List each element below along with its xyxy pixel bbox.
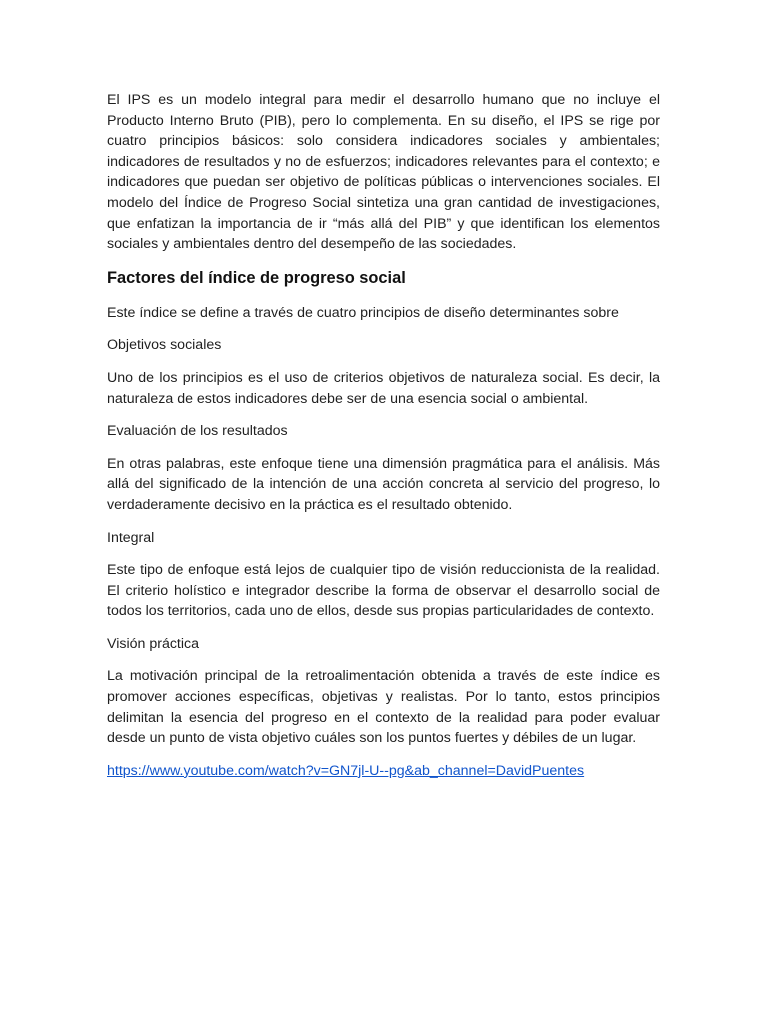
- principle-text-vision-practica: La motivación principal de la retroalimentación obtenida a través de este índice es promover acciones específicas, objetivas y realistas. Por lo tanto, estos principios delimitan la esencia del progreso en el contexto de la realidad para poder evaluar desde un punto de vista objetivo cuáles son los puntos fuertes y débiles de un lugar.: [107, 668, 660, 747]
- link-paragraph: [107, 761, 660, 782]
- section-heading: Factores del índice de progreso social: [107, 268, 406, 287]
- principle-title-objetivos-sociales: Objetivos sociales: [107, 337, 222, 354]
- principle-title-evaluacion-resultados: Evaluación de los resultados: [107, 423, 288, 440]
- youtube-link[interactable]: https://www.youtube.com/watch?v=GN7jl-U--pg&ab_channel=DavidPuentes: [107, 762, 585, 779]
- section-intro: Este índice se define a través de cuatro principios de diseño determinantes sobre: [107, 304, 619, 321]
- principle-text-evaluacion-resultados: En otras palabras, este enfoque tiene una dimensión pragmática para el análisis. Más allá del significado de la intención de una acción concreta al servicio del progreso, lo verdaderamente decisivo en la práctica es el resultado obtenido.: [107, 455, 660, 513]
- principle-title-vision-practica: Visión práctica: [107, 635, 200, 652]
- document-page: [107, 90, 660, 793]
- intro-paragraph: El IPS es un modelo integral para medir el desarrollo humano que no incluye el Producto Interno Bruto (PIB), pero lo complementa. En su diseño, el IPS se rige por cuatro principios básicos: solo considera indicadores sociales y ambientales; indicadores de resultados y no de esfuerzos; indicadores relevantes para el contexto; e indicadores que puedan ser objetivo de políticas públicas o intervenciones sociales. El modelo del Índice de Progreso Social sintetiza una gran cantidad de investigaciones, que enfatizan la importancia de ir “más allá del PIB” y que identifican los elementos sociales y ambientales dentro del desempeño de las sociedades.: [107, 92, 660, 253]
- principle-title-integral: Integral: [107, 529, 155, 546]
- principle-text-objetivos-sociales: Uno de los principios es el uso de criterios objetivos de naturaleza social. Es decir, la naturaleza de estos indicadores debe ser de una esencia social o ambiental.: [107, 369, 660, 407]
- principle-text-integral: Este tipo de enfoque está lejos de cualquier tipo de visión reduccionista de la realidad. El criterio holístico e integrador describe la forma de observar el desarrollo social de todos los territorios, cada uno de ellos, desde sus propias particularidades de contexto.: [107, 562, 660, 620]
